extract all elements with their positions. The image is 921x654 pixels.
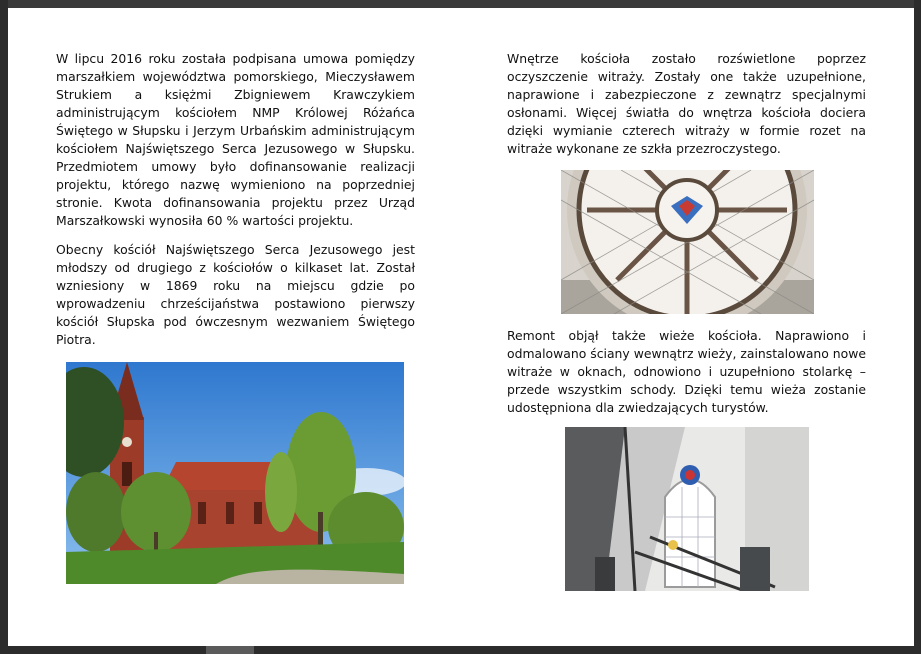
viewer-frame-bottom [0, 646, 921, 654]
paragraph-church-history: Obecny kościół Najświętszego Serca Jezusowego jest młodszy od drugiego z kościołów o kilkaset lat. Został wzniesiony w 1869 roku na miejscu gdzie po wprowadzeniu chrześcijaństwa postawiono pierwszy kościół Słupska pod ówczesnym wezwaniem Świętego Piotra. [56, 242, 415, 347]
church-exterior-photo [66, 362, 404, 584]
paragraph-stained-glass: Wnętrze kościoła zostało rozświetlone poprzez oczyszczenie witraży. Zostały one także uzupełnione, naprawione i zabezpieczone z zewnątrz specjalnymi osłonami. Więcej światła do wnętrza kościoła dociera dzięki wymianie czterech witraży w formie rozet na witraże wykonane ze szkła przezroczystego. [507, 51, 866, 156]
rose-window-photo [561, 170, 814, 314]
left-text-column [56, 50, 415, 360]
right-text-column-bottom [507, 327, 866, 428]
tower-interior-photo [565, 427, 809, 591]
viewer-frame-left [0, 0, 8, 654]
paragraph-agreement: W lipcu 2016 roku została podpisana umowa pomiędzy marszałkiem województwa pomorskiego, Mieczysławem Strukiem a księżmi Zbigniewem Krawczykiem administrującym kościołem NMP Królowej Różańca Świętego w Słupsku i Jerzym Urbańskim administrującym kościołem Najświętszego Serca Jezusowego w Słupsku. Przedmiotem umowy było dofinansowanie realizacji projektu, którego nazwę wymieniono na poprzedniej stronie. Kwota dofinansowania projektu przez Urząd Marszałkowski wynosiła 60 % wartości projektu. [56, 51, 415, 228]
viewer-frame-right [914, 0, 921, 654]
paragraph-tower-renovation: Remont objął także wieże kościoła. Naprawiono i odmalowano ściany wewnątrz wieży, zainstalowano nowe witraże w oknach, odnowiono i uzupełniono stolarkę – przede wszystkim schody. Dzięki temu wieża zostanie udostępniona dla zwiedzających turystów. [507, 328, 866, 415]
right-text-column-top [507, 50, 866, 169]
horizontal-scrollbar-thumb[interactable] [206, 646, 254, 654]
